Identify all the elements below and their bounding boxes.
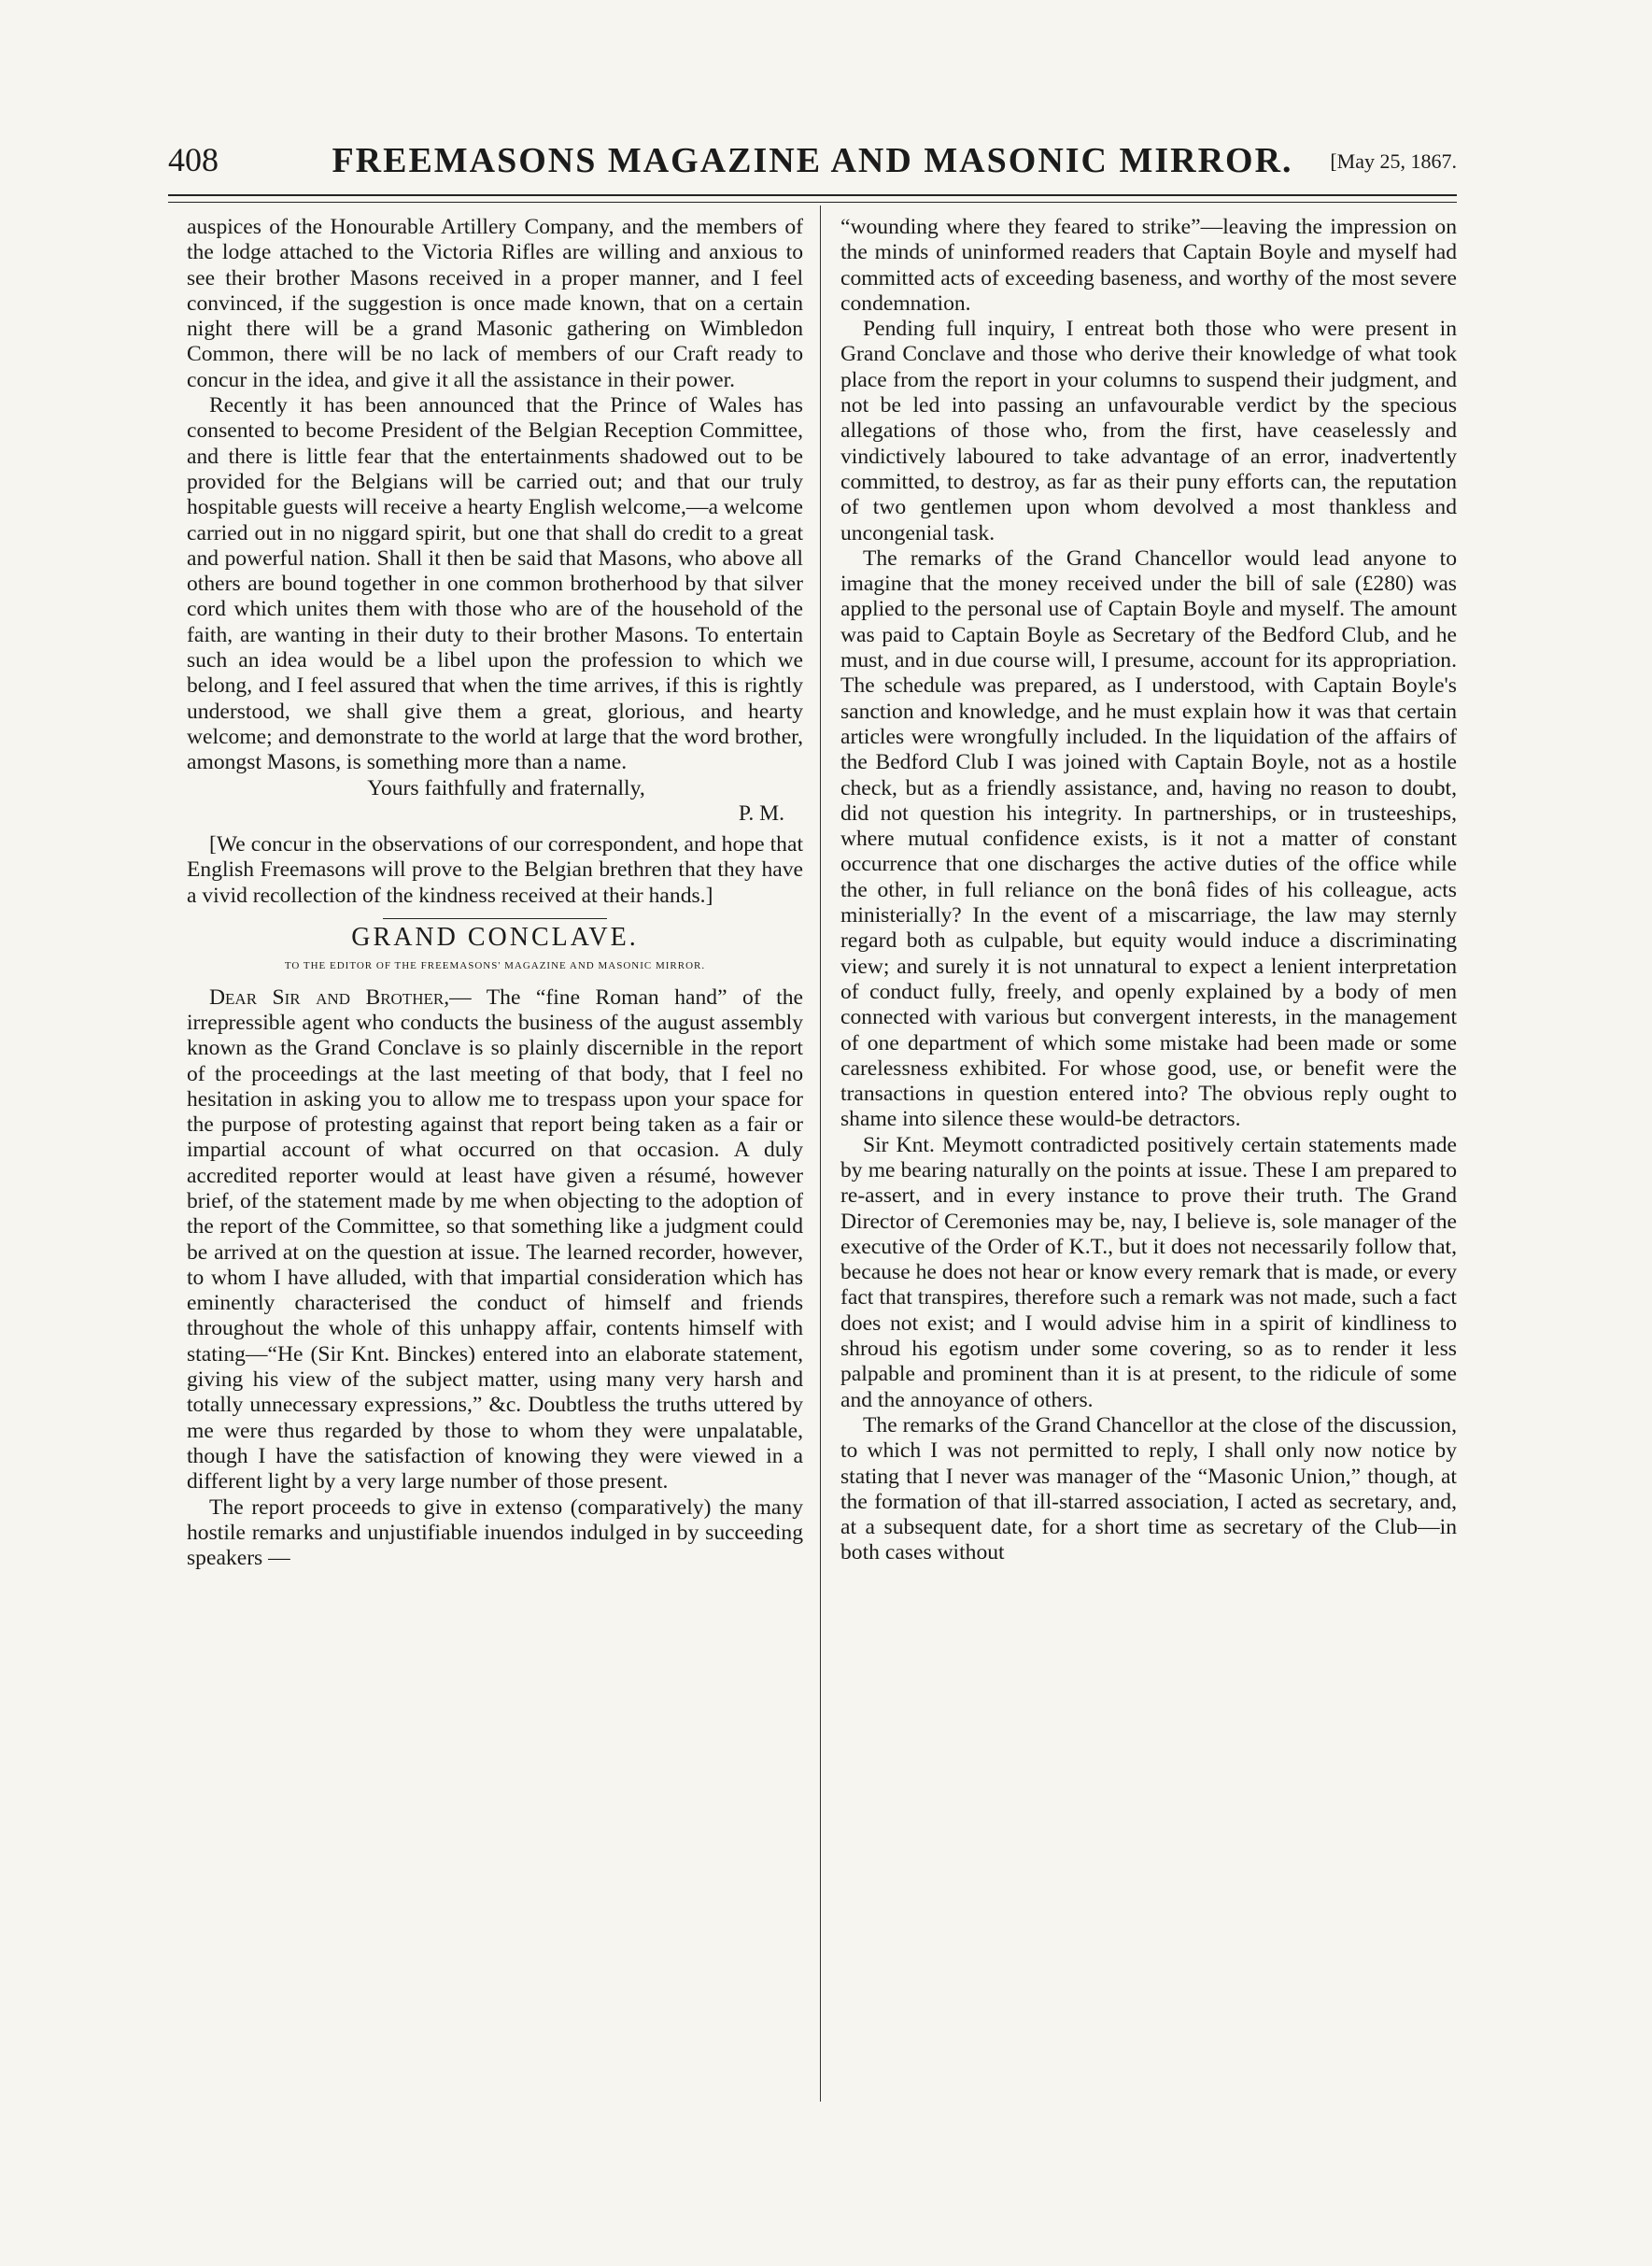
- column-divider: [820, 205, 821, 2102]
- publication-title: FREEMASONS MAGAZINE AND MASONIC MIRROR.: [332, 141, 1293, 180]
- paragraph: Sir Knt. Meymott contradicted positively certain statements made by me bearing naturally on the points at issue. These I am prepared to re-assert, and in every instance to prove their truth. The Grand Director of Ceremonies may be, nay, I believe is, sole manager of the executive of the Order of K.T., but it does not necessarily follow that, because he does not hear or know every remark that is made, or every fact that transpires, therefore such a remark was not made, such a fact does not exist; and I would advise him in a spirit of kindliness to shroud his egotism under some covering, so as to render it less palpable and prominent than it is at present, to the ridicule of some and the annoyance of others.: [840, 1132, 1457, 1412]
- paragraph: The report proceeds to give in extenso (comparatively) the many hostile remarks and unjustifiable inuendos indulged in by succeeding speakers —: [187, 1494, 803, 1571]
- letter-signoff: Yours faithfully and fraternally,: [367, 775, 645, 800]
- right-column: [840, 215, 1457, 1566]
- page-number: 408: [168, 141, 219, 178]
- paragraph: The remarks of the Grand Chancellor at the close of the discussion, to which I was not permitted to reply, I shall only now notice by stating that I never was manager of the “Masonic Union,” though, at the formation of that ill-starred association, I acted as secretary, and, at a subsequent date, for a short time as secretary of the Club—in both cases without: [840, 1412, 1457, 1565]
- paragraph: “wounding where they feared to strike”—leaving the impression on the minds of uninformed readers that Captain Boyle and myself had committed acts of exceeding baseness, and worthy of the most severe condemnation.: [840, 215, 1457, 316]
- paragraph-text: — The “fine Roman hand” of the irrepressible agent who conducts the business of the august assembly known as the Grand Conclave is so plainly discernible in the report of the proceedings at the last meeting of that body, that I feel no hesitation in asking you to allow me to trespass upon your space for the purpose of protesting against that report being taken as a fair or impartial account of what occurred on that occasion. A duly accredited reporter would at least have given a résumé, however brief, of the statement made by me when objecting to the adoption of the report of the Committee, so that something like a judgment could be arrived at on the question at issue. The learned recorder, however, to whom I have alluded, with that impartial consideration which has eminently characterised the conduct of himself and friends throughout the whole of this unhappy affair, contents himself with stating—“He (Sir Knt. Binckes) entered into an elaborate statement, giving his view of the subject matter, using many very harsh and totally unnecessary expressions,” &c. Doubtless the truths uttered by me were thus regarded by those to whom they were unpalatable, though I have the satisfaction of knowing they were viewed in a different light by a very large number of those present.: [187, 984, 803, 1494]
- paragraph: The remarks of the Grand Chancellor would lead anyone to imagine that the money received under the bill of sale (£280) was applied to the personal use of Captain Boyle and myself. The amount was paid to Captain Boyle as Secretary of the Bedford Club, and he must, and in due course will, I presume, account for its appropriation. The schedule was prepared, as I understood, with Captain Boyle's sanction and knowledge, and he must explain how it was that certain articles were wrongfully included. In the liquidation of the affairs of the Bedford Club I was joined with Captain Boyle, not as a hostile check, but as a friendly assistance, and, having no reason to doubt, did not question his integrity. In partnerships, or in trusteeships, where mutual confidence exists, is it not a matter of constant occurrence that one discharges the active duties of the office while the other, in full reliance on the bonâ fides of his colleague, acts ministerially? In the event of a miscarriage, the law may sternly regard both as culpable, but equity would induce a discriminating view; and surely it is not unnatural to expect a lenient interpretation of conduct fully, freely, and openly explained by a body of men connected with various but convergent interests, in the management of one department of which some mistake had been made or some carelessness exhibited. For whose good, use, or benefit were the transactions in question entered into? The obvious reply ought to shame into silence these would-be detractors.: [840, 545, 1457, 1132]
- letter-signature: P. M.: [738, 800, 784, 826]
- section-divider: [383, 918, 607, 919]
- paragraph: Pending full inquiry, I entreat both those who were present in Grand Conclave and those who derive their knowledge of what took place from the report in your columns to suspend their judgment, and not be led into passing an unfavourable verdict by the specious allegations of those who, from the first, have ceaselessly and vindictively laboured to take advantage of an error, inadvertently committed, to destroy, as far as their puny efforts can, the reputation of two gentlemen upon whom devolved a most thankless and uncongenial task.: [840, 317, 1457, 545]
- left-column: [187, 215, 803, 1571]
- page-header: [168, 140, 1457, 196]
- letter-address: TO THE EDITOR OF THE FREEMASONS' MAGAZINE AND MASONIC MIRROR.: [284, 960, 706, 972]
- paragraph: [187, 985, 803, 1495]
- letter-salutation: Dear Sir and Brother,: [209, 984, 450, 1010]
- paragraph: auspices of the Honourable Artillery Company, and the members of the lodge attached to the Victoria Rifles are willing and anxious to see their brother Masons received in a proper manner, and I feel convinced, if the suggestion is once made known, that on a certain night there will be a grand Masonic gathering on Wimbledon Common, there will be no lack of members of our Craft ready to concur in the idea, and give it all the assistance in their power.: [187, 215, 803, 392]
- paragraph: Recently it has been announced that the Prince of Wales has consented to become President of the Belgian Reception Committee, and there is little fear that the entertainments shadowed out to be provided for the Belgians will be carried out; and that our truly hospitable guests will receive a hearty English welcome,—a welcome carried out in no niggard spirit, but one that shall do credit to a great and powerful nation. Shall it then be said that Masons, who above all others are bound together in one common brotherhood by that silver cord which unites them with those who are of the household of the faith, are wanting in their duty to their brother Masons. To entertain such an idea would be a libel upon the profession to which we belong, and I feel assured that when the time arrives, if this is rightly understood, we shall give them a great, glorious, and hearty welcome; and demonstrate to the world at large that the word brother, amongst Masons, is something more than a name.: [187, 393, 803, 775]
- header-rule: [168, 194, 1457, 203]
- section-heading: GRAND CONCLAVE.: [351, 923, 639, 953]
- editor-note: [We concur in the observations of our correspondent, and hope that English Freemasons will prove to the Belgian brethren that they have a vivid recollection of the kindness received at their hands.]: [187, 832, 803, 908]
- issue-date: [May 25, 1867.: [1330, 149, 1457, 173]
